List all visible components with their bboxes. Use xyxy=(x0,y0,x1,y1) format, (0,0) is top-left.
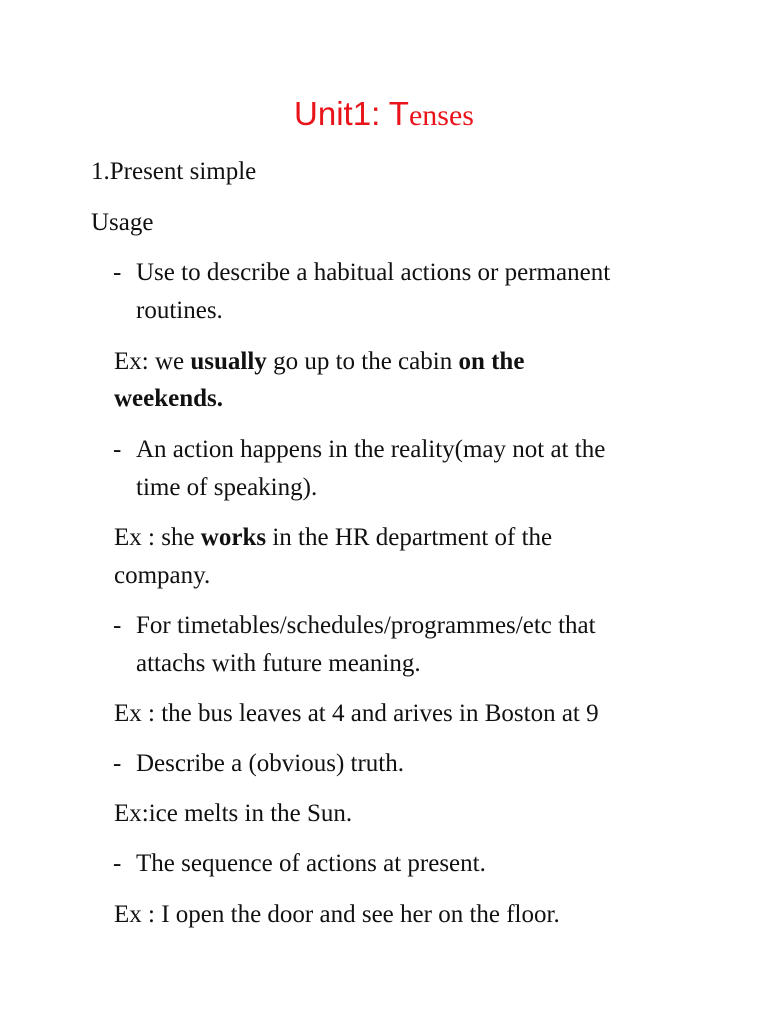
section-heading: 1.Present simple xyxy=(91,158,257,185)
example-line xyxy=(114,519,552,557)
bullet-marker: - xyxy=(113,750,122,777)
example-line xyxy=(114,380,223,418)
example-line: Ex : the bus leaves at 4 and arives in Boston at 9 xyxy=(114,700,599,727)
example-text: in the HR department of the xyxy=(266,524,553,551)
example-emphasis: works xyxy=(200,524,267,551)
bullet-text: The sequence of actions at present. xyxy=(136,850,486,877)
bullet-text: For timetables/schedules/programmes/etc that xyxy=(136,612,596,639)
bullet-text: routines. xyxy=(136,297,223,324)
bullet-marker: - xyxy=(113,612,122,639)
bullet-marker: - xyxy=(113,436,122,463)
bullet-marker: - xyxy=(113,259,122,286)
example-emphasis: weekends. xyxy=(114,385,224,412)
bullet-text: Use to describe a habitual actions or permanent xyxy=(136,259,611,286)
bullet-text: Describe a (obvious) truth. xyxy=(136,750,404,777)
bullet-text: attachs with future meaning. xyxy=(136,650,421,677)
example-text: Ex : she xyxy=(114,524,201,551)
usage-label: Usage xyxy=(91,209,154,236)
example-emphasis: on the xyxy=(458,348,525,375)
example-text: go up to the cabin xyxy=(266,348,459,375)
bullet-text: An action happens in the reality(may not at the xyxy=(136,436,606,463)
example-line: company. xyxy=(114,562,211,589)
example-line xyxy=(114,343,524,381)
example-line: Ex:ice melts in the Sun. xyxy=(114,800,353,827)
example-emphasis: usually xyxy=(190,348,267,375)
title-part-1: Unit1: T xyxy=(294,95,409,132)
title-part-2: enses xyxy=(408,99,474,132)
bullet-text: time of speaking). xyxy=(136,474,318,501)
example-text: Ex: we xyxy=(114,348,191,375)
example-line: Ex : I open the door and see her on the floor. xyxy=(114,901,560,928)
bullet-marker: - xyxy=(113,850,122,877)
page-title xyxy=(0,92,768,138)
